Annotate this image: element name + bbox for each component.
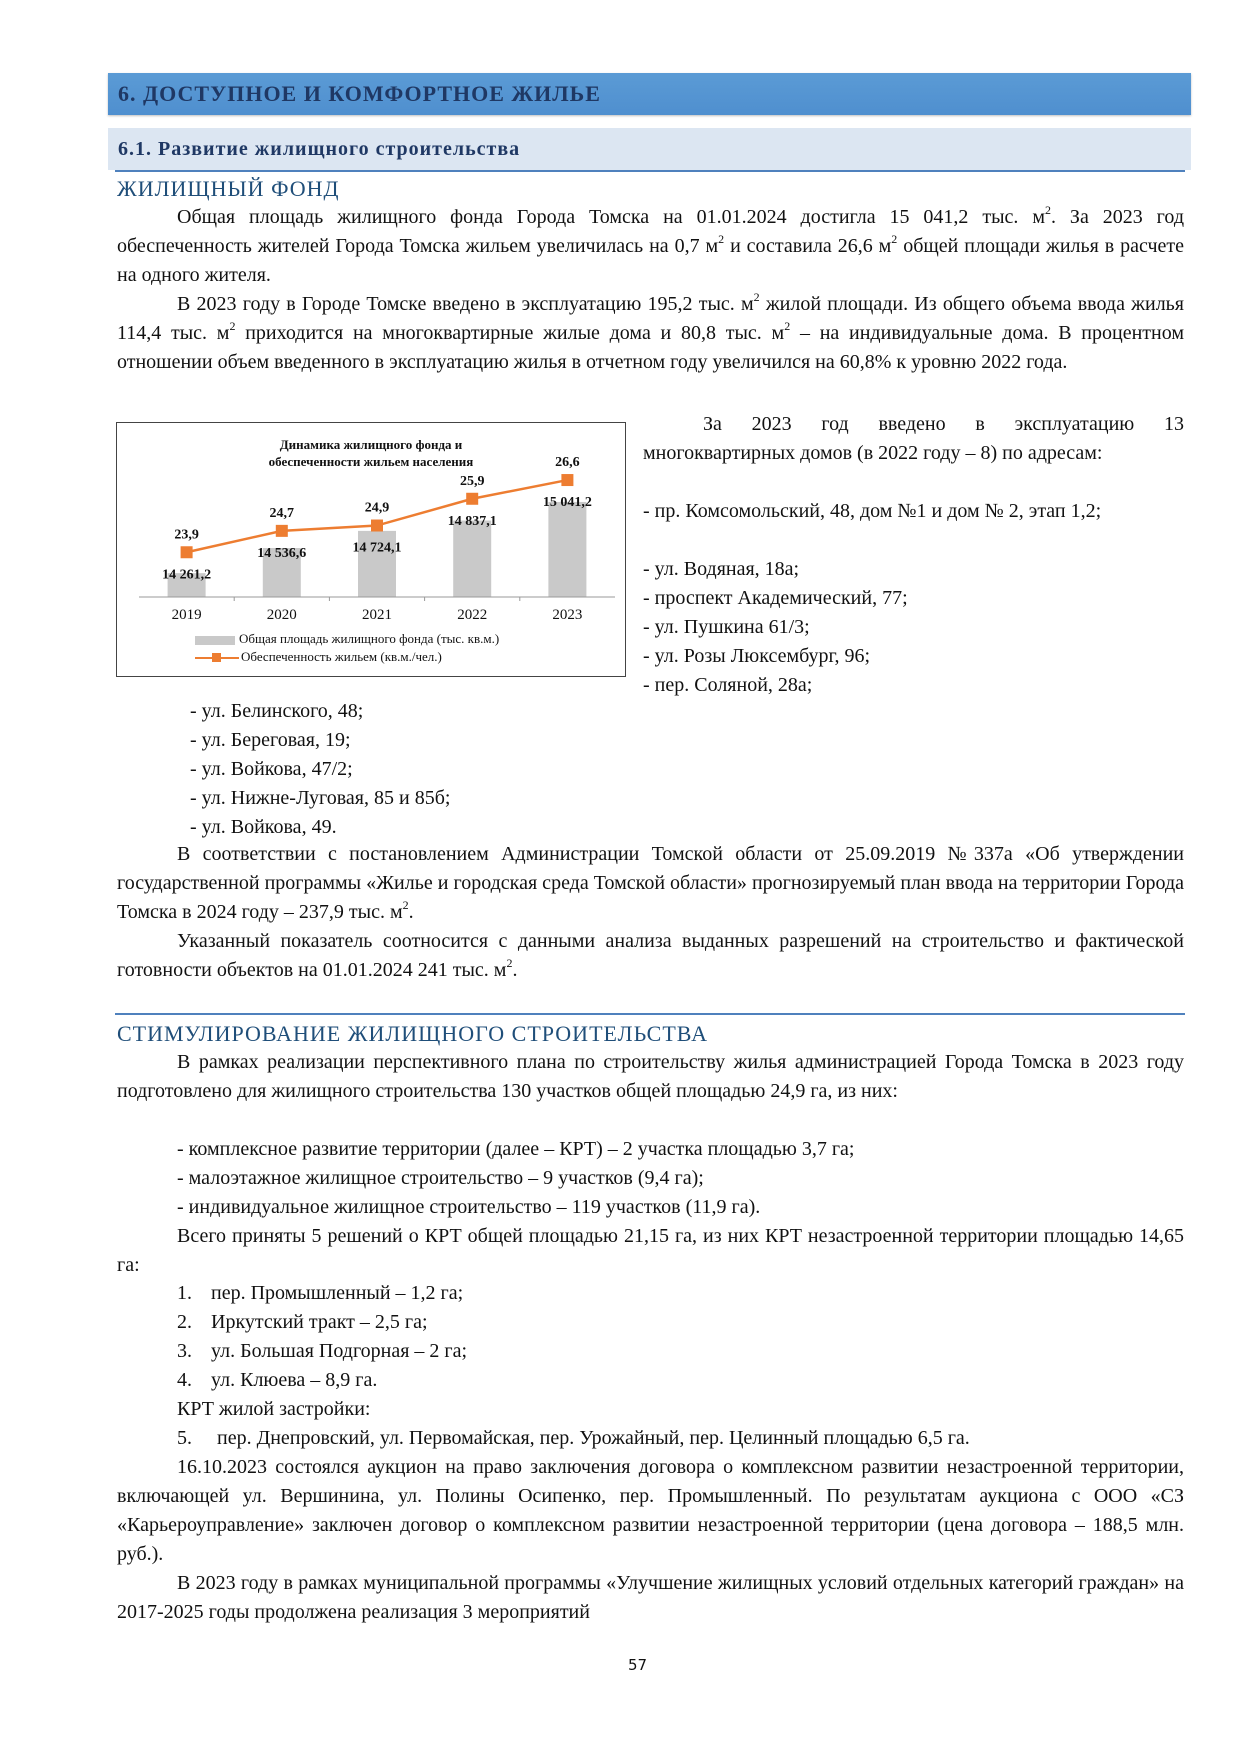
list-item: - индивидуальное жилищное строительство – 119 участков (11,9 га). [177,1196,761,1218]
section-header [108,128,1191,170]
paragraph: Общая площадь жилищного фонда Города Томска на 01.01.2024 достигла 15 041,2 тыс. $м^2$. За 2023 год обеспеченность жителей Города Томска жильем увеличилась на 0,7 $м^2$ и составила 26,6 $м^2$ общей площади жилья в расчете на одного жителя. [117,203,1185,286]
address-item: - ул. Войкова, 47/2; [190,758,353,780]
section-divider [115,1013,1185,1015]
housing-fund-heading: ЖИЛИЩНЫЙ ФОНД [117,176,340,201]
address-item: - пр. Комсомольский, 48, дом №1 и дом № 2, этап 1,2; [643,500,1102,522]
svg-text:2023: 2023 [552,607,583,623]
legend-line: Обеспеченность жильем (кв.м./чел.) [195,649,442,665]
address-item: - пер. Соляной, 28а; [643,674,813,696]
svg-text:15 041,2: 15 041,2 [542,495,592,511]
svg-text:14 724,1: 14 724,1 [352,540,402,556]
svg-text:24,9: 24,9 [364,500,390,516]
housing-chart [116,422,626,677]
chapter-title: 6. ДОСТУПНОЕ И КОМФОРТНОЕ ЖИЛЬЕ [118,81,601,106]
address-item: - ул. Розы Люксембург, 96; [643,645,871,667]
list-item: - малоэтажное жилищное строительство – 9 участков (9,4 га); [177,1167,704,1189]
section-title: 6.1. Развитие жилищного строительства [118,138,521,160]
svg-text:2020: 2020 [266,607,297,623]
paragraph: В 2023 году в Городе Томске введено в эксплуатацию 195,2 тыс. $м^2$ жилой площади. Из общего объема ввода жилья 114,4 тыс. $м^2$ приходится на многоквартирные жилые дома и 80,8 тыс. $м^2$ – на индивидуальные дома. В процентном отношении объем введенного в эксплуатацию жилья в отчетном году увеличился на 60,8% к уровню 2022 года. [117,290,1185,373]
svg-text:23,9: 23,9 [174,527,199,543]
address-item: - проспект Академический, 77; [643,587,908,609]
address-item: - ул. Войкова, 49. [190,816,337,838]
numbered-item: 5. пер. Днепровский, ул. Первомайская, пер. Урожайный, пер. Целинный площадью 6,5 га. [177,1427,970,1449]
paragraph: Всего приняты 5 решений о КРТ общей площадью 21,15 га, из них КРТ незастроенной территории площадью 14,65 га: [117,1225,1184,1276]
paragraph: В рамках реализации перспективного плана по строительству жилья администрацией Города Томска в 2023 году подготовлено для жилищного строительства 130 участков общей площадью 24,9 га, из них: [117,1051,1184,1102]
svg-text:14 536,6: 14 536,6 [257,545,307,561]
address-item: - ул. Пушкина 61/3; [643,616,810,638]
numbered-item: 4. ул. Клюева – 8,9 га. [177,1369,378,1391]
paragraph: 16.10.2023 состоялся аукцион на право заключения договора о комплексном развитии незастроенной территории, включающей ул. Вершинина, ул. Полины Осипенко, пер. Промышленный. По результатам аукциона с ООО «СЗ «Карьероуправление» заключен договор о комплексном развитии незастроенной территории (цена договора – 188,5 млн. руб.). [117,1456,1184,1565]
paragraph: Указанный показатель соотносится с данными анализа выданных разрешений на строительство и фактической готовности объектов на 01.01.2024 241 тыс. $м^2$. [117,930,1184,981]
paragraph: В соответствии с постановлением Администрации Томской области от 25.09.2019 №337а «Об утверждении государственной программы «Жилье и городская среда Томской области» прогнозируемый план ввода на территории Города Томска в 2024 году – 237,9 тыс. $м^2$. [117,843,1184,923]
svg-text:2022: 2022 [457,607,488,623]
svg-text:14 837,1: 14 837,1 [447,513,497,529]
svg-text:25,9: 25,9 [459,473,485,489]
page-number: 57 [628,1656,648,1674]
svg-text:2021: 2021 [362,607,392,623]
svg-text:24,7: 24,7 [269,505,295,521]
section-divider [115,170,1185,172]
legend-bar: Общая площадь жилищного фонда (тыс. кв.м.) [195,631,499,647]
address-item: - ул. Белинского, 48; [190,700,364,722]
address-item: - ул. Нижне-Луговая, 85 и 85б; [190,787,451,809]
svg-text:2019: 2019 [171,607,202,623]
chart-title: Динамика жилищного фонда и обеспеченности жильем населения [268,437,474,469]
address-item: - ул. Водяная, 18а; [643,558,800,580]
numbered-item: 2. Иркутский тракт – 2,5 га; [177,1311,428,1333]
numbered-item: 3. ул. Большая Подгорная – 2 га; [177,1340,468,1362]
svg-text:26,6: 26,6 [555,455,580,471]
krt-residential-label: КРТ жилой застройки: [177,1398,371,1420]
stimulation-heading: СТИМУЛИРОВАНИЕ ЖИЛИЩНОГО СТРОИТЕЛЬСТВА [117,1021,708,1046]
list-item: - комплексное развитие территории (далее – КРТ) – 2 участка площадью 3,7 га; [177,1138,855,1160]
paragraph: В 2023 году в рамках муниципальной программы «Улучшение жилищных условий отдельных категорий граждан» на 2017-2025 годы продолжена реализация 3 мероприятий [117,1572,1184,1623]
chapter-header [108,73,1191,115]
address-item: - ул. Береговая, 19; [190,729,351,751]
numbered-item: 1. пер. Промышленный – 1,2 га; [177,1282,464,1304]
svg-text:14 261,2: 14 261,2 [162,567,212,583]
paragraph: За 2023 год введено в эксплуатацию 13 многоквартирных домов (в 2022 году – 8) по адресам: [643,413,1184,464]
